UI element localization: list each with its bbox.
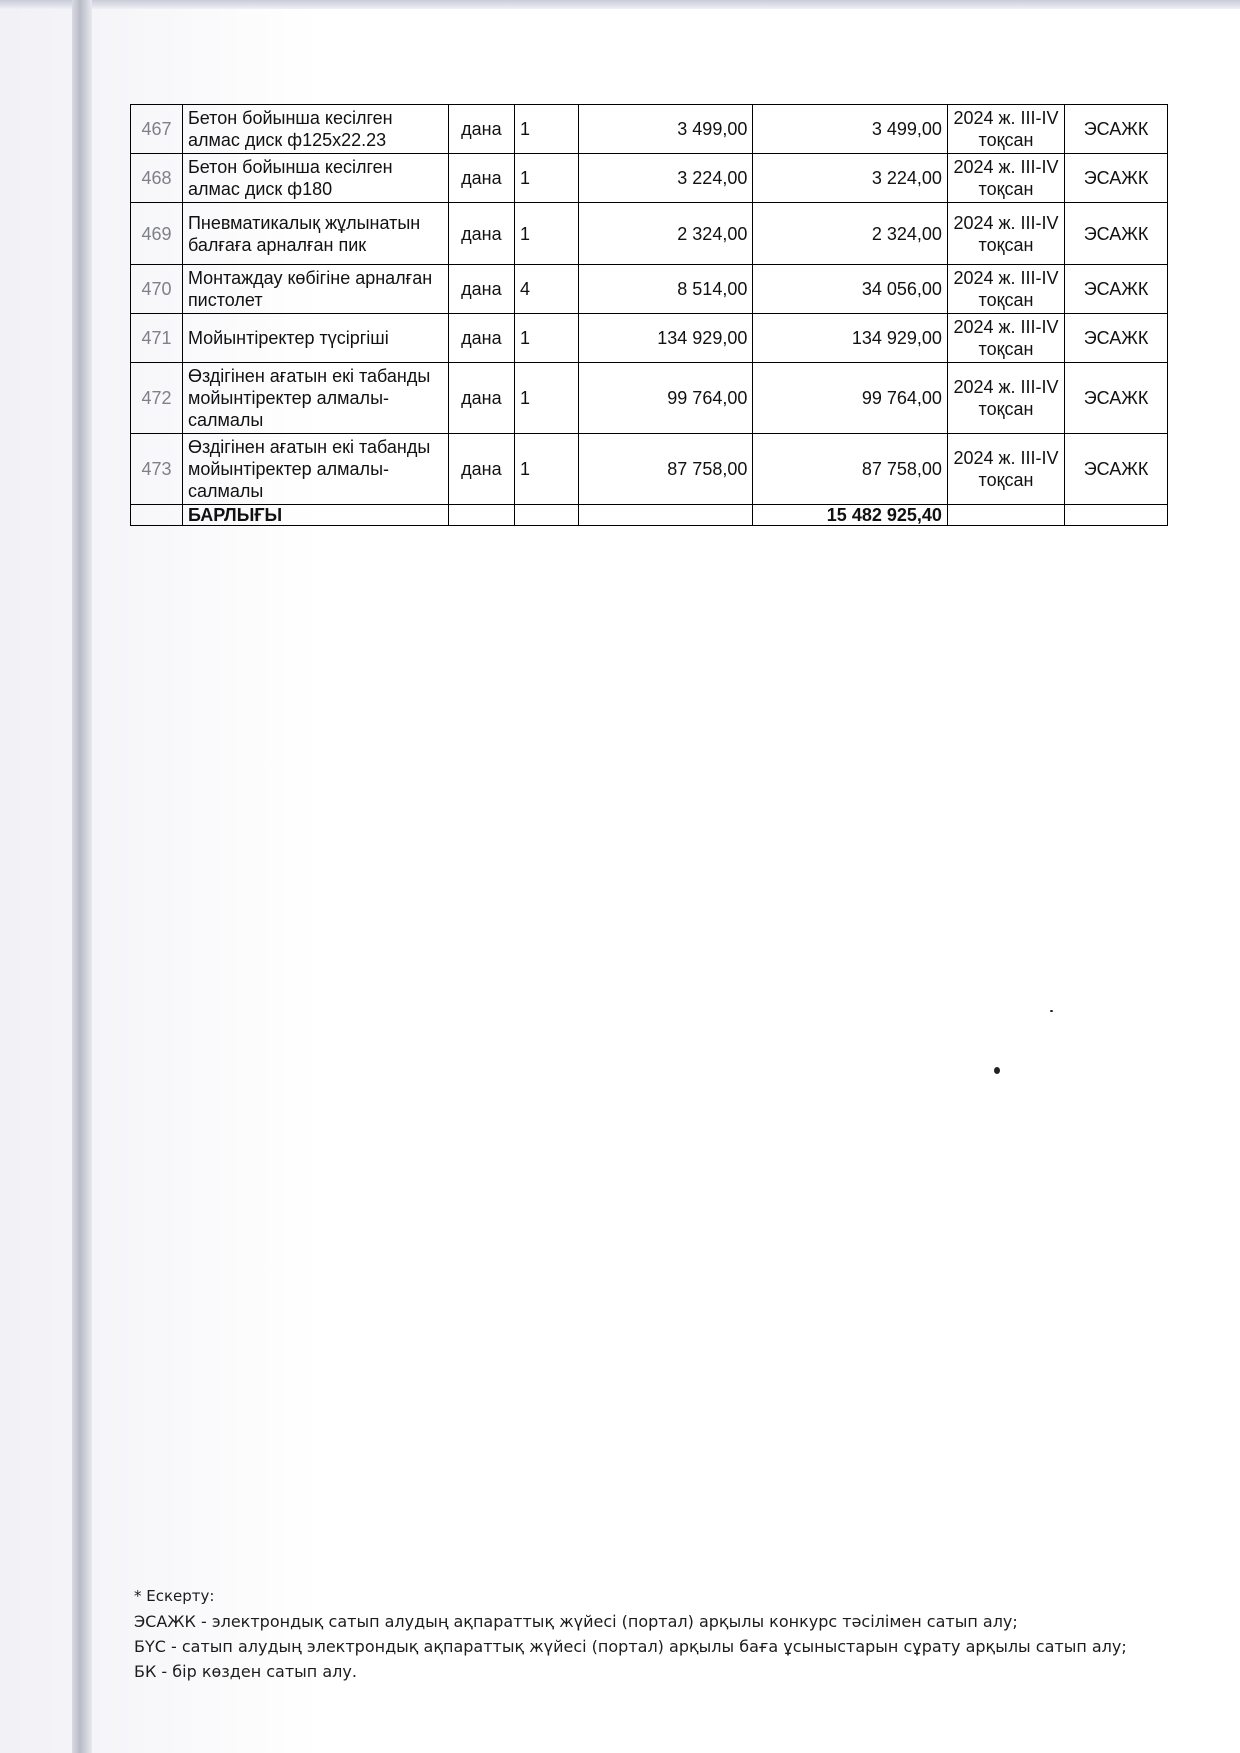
cell-num: 473 [131, 434, 183, 505]
cell-num: 467 [131, 105, 183, 154]
cell-sum: 2 324,00 [753, 203, 948, 265]
table-body [131, 105, 1168, 526]
table-row [131, 265, 1168, 314]
cell-name: Бетон бойынша кесілген алмас диск ф125х22.23 [182, 105, 448, 154]
cell-qty: 4 [515, 265, 579, 314]
cell-name: Өздігінен ағатын екі табанды мойынтіректер алмалы-салмалы [182, 363, 448, 434]
cell-qty: 1 [515, 314, 579, 363]
total-cell-num [131, 505, 183, 526]
cell-unit: дана [448, 363, 514, 434]
total-cell-name: БАРЛЫҒЫ [182, 505, 448, 526]
cell-sum: 87 758,00 [753, 434, 948, 505]
cell-period: 2024 ж. III-IV тоқсан [947, 363, 1064, 434]
cell-sum: 99 764,00 [753, 363, 948, 434]
cell-num: 471 [131, 314, 183, 363]
cell-qty: 1 [515, 154, 579, 203]
cell-unit: дана [448, 434, 514, 505]
cell-num: 469 [131, 203, 183, 265]
cell-method: ЭСАЖК [1065, 105, 1168, 154]
total-cell-method [1065, 505, 1168, 526]
cell-name: Өздігінен ағатын екі табанды мойынтіректер алмалы-салмалы [182, 434, 448, 505]
cell-price: 2 324,00 [579, 203, 753, 265]
table-row [131, 434, 1168, 505]
cell-price: 99 764,00 [579, 363, 753, 434]
cell-name: Пневматикалық жұлынатын балғаға арналған пик [182, 203, 448, 265]
footnote-title: * Ескерту: [134, 1587, 215, 1605]
total-row [131, 505, 1168, 526]
cell-unit: дана [448, 154, 514, 203]
cell-method: ЭСАЖК [1065, 363, 1168, 434]
total-cell-price [579, 505, 753, 526]
cell-method: ЭСАЖК [1065, 314, 1168, 363]
footnote-line: БҮС - сатып алудың электрондық ақпараттық жүйесі (портал) арқылы баға ұсыныстарын сұрату арқылы сатып алу; [134, 1637, 1127, 1656]
table-row [131, 314, 1168, 363]
cell-period: 2024 ж. III-IV тоқсан [947, 265, 1064, 314]
total-cell-period [947, 505, 1064, 526]
scan-top-edge [0, 0, 1240, 9]
procurement-table [130, 104, 1168, 526]
scan-speck [1050, 1010, 1053, 1012]
cell-sum: 134 929,00 [753, 314, 948, 363]
cell-sum: 3 499,00 [753, 105, 948, 154]
cell-num: 468 [131, 154, 183, 203]
cell-unit: дана [448, 314, 514, 363]
cell-name: Бетон бойынша кесілген алмас диск ф180 [182, 154, 448, 203]
cell-sum: 34 056,00 [753, 265, 948, 314]
footnote-line: ЭСАЖК - электрондық сатып алудың ақпараттық жүйесі (портал) арқылы конкурс тәсілімен сатып алу; [134, 1612, 1018, 1631]
footnote-line: БК - бір көзден сатып алу. [134, 1662, 357, 1681]
cell-num: 472 [131, 363, 183, 434]
total-cell-unit [448, 505, 514, 526]
cell-price: 134 929,00 [579, 314, 753, 363]
table-row [131, 154, 1168, 203]
cell-period: 2024 ж. III-IV тоқсан [947, 203, 1064, 265]
cell-num: 470 [131, 265, 183, 314]
total-cell-qty [515, 505, 579, 526]
cell-method: ЭСАЖК [1065, 154, 1168, 203]
cell-price: 8 514,00 [579, 265, 753, 314]
cell-name: Мойынтіректер түсіргіші [182, 314, 448, 363]
cell-qty: 1 [515, 434, 579, 505]
cell-price: 87 758,00 [579, 434, 753, 505]
cell-qty: 1 [515, 363, 579, 434]
cell-period: 2024 ж. III-IV тоқсан [947, 105, 1064, 154]
cell-sum: 3 224,00 [753, 154, 948, 203]
cell-method: ЭСАЖК [1065, 265, 1168, 314]
cell-period: 2024 ж. III-IV тоқсан [947, 154, 1064, 203]
cell-period: 2024 ж. III-IV тоқсан [947, 434, 1064, 505]
cell-price: 3 499,00 [579, 105, 753, 154]
table-row [131, 203, 1168, 265]
scan-speck [994, 1067, 1000, 1074]
cell-period: 2024 ж. III-IV тоқсан [947, 314, 1064, 363]
cell-method: ЭСАЖК [1065, 434, 1168, 505]
cell-unit: дана [448, 105, 514, 154]
cell-price: 3 224,00 [579, 154, 753, 203]
binding-shadow [72, 0, 92, 1753]
footnote [134, 1584, 1127, 1684]
cell-name: Монтаждау көбігіне арналған пистолет [182, 265, 448, 314]
cell-method: ЭСАЖК [1065, 203, 1168, 265]
table-row [131, 105, 1168, 154]
cell-unit: дана [448, 265, 514, 314]
cell-qty: 1 [515, 105, 579, 154]
total-cell-sum: 15 482 925,40 [753, 505, 948, 526]
cell-qty: 1 [515, 203, 579, 265]
cell-unit: дана [448, 203, 514, 265]
table-row [131, 363, 1168, 434]
